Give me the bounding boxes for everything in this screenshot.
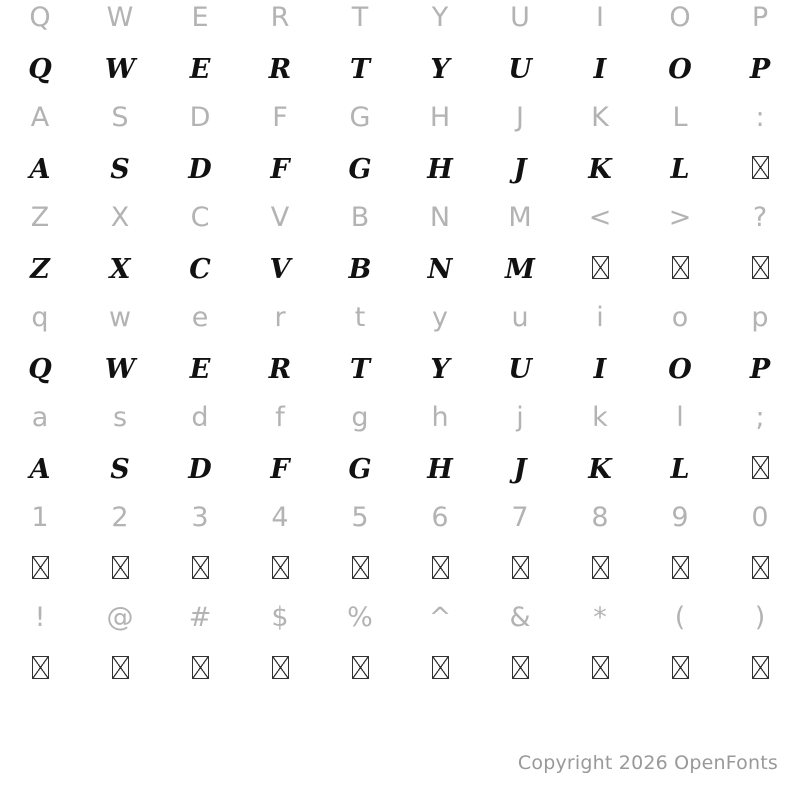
source-char: t: [354, 302, 366, 333]
missing-glyph: [80, 656, 160, 704]
source-char: $: [271, 602, 289, 633]
source-char: F: [272, 102, 288, 133]
source-char: C: [190, 202, 210, 233]
missing-glyph: [320, 556, 400, 604]
missing-glyph: [80, 556, 160, 604]
source-char: N: [429, 202, 451, 233]
copyright-notice: Copyright 2026 OpenFonts: [517, 752, 778, 774]
missing-glyph: [240, 656, 320, 704]
missing-glyph: [0, 656, 80, 704]
source-char: 5: [351, 502, 369, 533]
source-char: Q: [29, 2, 51, 33]
missing-glyph-box: [752, 156, 769, 179]
source-char: :: [755, 102, 765, 133]
source-char: f: [275, 402, 285, 433]
source-char: I: [596, 2, 604, 33]
source-char: ^: [428, 602, 452, 633]
sample-glyph: M: [505, 256, 535, 285]
sample-glyph: J: [513, 156, 527, 185]
missing-glyph: [480, 656, 560, 704]
source-char: K: [591, 102, 609, 133]
sample-glyph: A: [29, 156, 51, 185]
source-char: ?: [752, 202, 768, 233]
source-char: r: [274, 302, 286, 333]
sample-glyph: X: [109, 256, 131, 285]
missing-glyph-box: [752, 456, 769, 479]
missing-glyph-box: [512, 656, 529, 679]
source-char: *: [593, 602, 607, 633]
missing-glyph: [160, 656, 240, 704]
sample-glyph: D: [188, 456, 212, 485]
sample-glyphs-row: [0, 156, 800, 204]
missing-glyph-box: [352, 656, 369, 679]
source-char: ): [754, 602, 766, 633]
source-char: V: [270, 202, 290, 233]
source-char: &: [509, 602, 531, 633]
missing-glyph-box: [752, 556, 769, 579]
sample-glyph: E: [189, 56, 211, 85]
source-char: Y: [431, 2, 449, 33]
sample-glyph: Q: [28, 356, 52, 385]
sample-glyph: Z: [30, 256, 50, 285]
source-char: E: [191, 2, 209, 33]
source-char: (: [674, 602, 686, 633]
missing-glyph: [720, 156, 800, 204]
character-row-block: [0, 0, 800, 100]
source-char: A: [30, 102, 50, 133]
source-char: q: [31, 302, 49, 333]
source-char: 1: [31, 502, 49, 533]
source-char: G: [349, 102, 371, 133]
missing-glyph: [0, 556, 80, 604]
source-characters-row: [0, 500, 800, 556]
source-char: d: [191, 402, 209, 433]
source-char: o: [671, 302, 689, 333]
character-row-block: [0, 300, 800, 400]
missing-glyph-box: [752, 256, 769, 279]
source-char: J: [516, 102, 524, 133]
sample-glyphs-row: [0, 556, 800, 604]
source-char: M: [508, 202, 532, 233]
sample-glyph: T: [349, 56, 371, 85]
sample-glyph: G: [348, 156, 372, 185]
sample-glyph: L: [670, 156, 690, 185]
missing-glyph-box: [32, 656, 49, 679]
source-char: S: [111, 102, 129, 133]
source-char: U: [510, 2, 530, 33]
source-char: k: [592, 402, 608, 433]
source-char: y: [432, 302, 448, 333]
sample-glyph: C: [189, 256, 211, 285]
missing-glyph-box: [512, 556, 529, 579]
missing-glyph-box: [672, 656, 689, 679]
missing-glyph-box: [272, 656, 289, 679]
source-char: 3: [191, 502, 209, 533]
missing-glyph: [560, 556, 640, 604]
missing-glyph: [720, 656, 800, 704]
missing-glyph: [640, 656, 720, 704]
sample-glyphs-row: [0, 256, 800, 304]
sample-glyph: Q: [28, 56, 52, 85]
missing-glyph-box: [432, 556, 449, 579]
sample-glyph: O: [668, 356, 692, 385]
missing-glyph: [400, 656, 480, 704]
source-char: R: [270, 2, 290, 33]
missing-glyph-box: [32, 556, 49, 579]
sample-glyph: P: [749, 356, 771, 385]
sample-glyph: V: [269, 256, 291, 285]
source-char: 7: [511, 502, 529, 533]
sample-glyph: I: [593, 56, 607, 85]
sample-glyph: F: [270, 456, 290, 485]
sample-glyph: S: [110, 456, 130, 485]
sample-glyph: R: [268, 56, 292, 85]
sample-glyph: I: [593, 356, 607, 385]
missing-glyph-box: [112, 656, 129, 679]
source-char: P: [751, 2, 769, 33]
sample-glyphs-row: [0, 456, 800, 504]
sample-glyph: W: [104, 356, 136, 385]
character-row-block: [0, 100, 800, 200]
sample-glyph: B: [348, 256, 372, 285]
source-char: j: [516, 402, 524, 433]
source-char: !: [34, 602, 46, 633]
source-characters-row: [0, 300, 800, 356]
source-char: p: [751, 302, 769, 333]
sample-glyph: O: [668, 56, 692, 85]
source-char: 6: [431, 502, 449, 533]
missing-glyph: [560, 656, 640, 704]
source-char: >: [668, 202, 692, 233]
sample-glyph: R: [268, 356, 292, 385]
sample-glyphs-row: [0, 356, 800, 404]
sample-glyphs-row: [0, 656, 800, 704]
missing-glyph: [640, 256, 720, 304]
source-char: l: [676, 402, 684, 433]
missing-glyph-box: [352, 556, 369, 579]
missing-glyph: [560, 256, 640, 304]
missing-glyph: [480, 556, 560, 604]
sample-glyph: S: [110, 156, 130, 185]
missing-glyph-box: [112, 556, 129, 579]
sample-glyph: L: [670, 456, 690, 485]
sample-glyph: Y: [430, 56, 450, 85]
sample-glyph: H: [427, 456, 453, 485]
sample-glyph: Y: [430, 356, 450, 385]
sample-glyph: F: [270, 156, 290, 185]
source-char: T: [351, 2, 369, 33]
missing-glyph: [400, 556, 480, 604]
missing-glyph-box: [672, 556, 689, 579]
source-char: w: [108, 302, 132, 333]
sample-glyphs-row: [0, 56, 800, 104]
sample-glyph: N: [427, 256, 453, 285]
sample-glyph: U: [508, 56, 532, 85]
missing-glyph-box: [592, 256, 609, 279]
missing-glyph: [240, 556, 320, 604]
source-char: g: [351, 402, 369, 433]
missing-glyph-box: [192, 556, 209, 579]
missing-glyph-box: [752, 656, 769, 679]
sample-glyph: E: [189, 356, 211, 385]
missing-glyph: [320, 656, 400, 704]
source-char: 2: [111, 502, 129, 533]
source-char: 8: [591, 502, 609, 533]
sample-glyph: W: [104, 56, 136, 85]
source-char: D: [189, 102, 211, 133]
sample-glyph: K: [588, 456, 612, 485]
missing-glyph-box: [592, 556, 609, 579]
source-char: H: [429, 102, 451, 133]
sample-glyph: P: [749, 56, 771, 85]
missing-glyph-box: [272, 556, 289, 579]
sample-glyph: A: [29, 456, 51, 485]
character-row-block: [0, 500, 800, 600]
sample-glyph: U: [508, 356, 532, 385]
source-characters-row: [0, 400, 800, 456]
source-char: u: [511, 302, 529, 333]
source-characters-row: [0, 0, 800, 56]
character-row-block: [0, 200, 800, 300]
source-char: @: [106, 602, 134, 633]
source-char: ;: [755, 402, 765, 433]
source-char: 4: [271, 502, 289, 533]
source-char: a: [31, 402, 49, 433]
source-characters-row: [0, 600, 800, 656]
source-char: O: [669, 2, 691, 33]
missing-glyph: [720, 456, 800, 504]
source-char: %: [347, 602, 373, 633]
missing-glyph: [720, 256, 800, 304]
sample-glyph: G: [348, 456, 372, 485]
source-char: W: [106, 2, 134, 33]
source-char: Z: [30, 202, 50, 233]
sample-glyph: J: [513, 456, 527, 485]
character-row-block: [0, 600, 800, 700]
missing-glyph: [720, 556, 800, 604]
missing-glyph-box: [192, 656, 209, 679]
source-char: 0: [751, 502, 769, 533]
source-char: i: [596, 302, 604, 333]
source-char: h: [431, 402, 449, 433]
sample-glyph: K: [588, 156, 612, 185]
missing-glyph-box: [592, 656, 609, 679]
sample-glyph: T: [349, 356, 371, 385]
source-char: <: [588, 202, 612, 233]
source-characters-row: [0, 200, 800, 256]
source-char: B: [350, 202, 370, 233]
missing-glyph-box: [432, 656, 449, 679]
sample-glyph: H: [427, 156, 453, 185]
missing-glyph: [640, 556, 720, 604]
source-char: e: [191, 302, 209, 333]
character-row-block: [0, 400, 800, 500]
source-char: #: [188, 602, 212, 633]
source-char: X: [110, 202, 130, 233]
source-characters-row: [0, 100, 800, 156]
missing-glyph: [160, 556, 240, 604]
missing-glyph-box: [672, 256, 689, 279]
source-char: L: [672, 102, 688, 133]
source-char: s: [112, 402, 128, 433]
sample-glyph: D: [188, 156, 212, 185]
source-char: 9: [671, 502, 689, 533]
